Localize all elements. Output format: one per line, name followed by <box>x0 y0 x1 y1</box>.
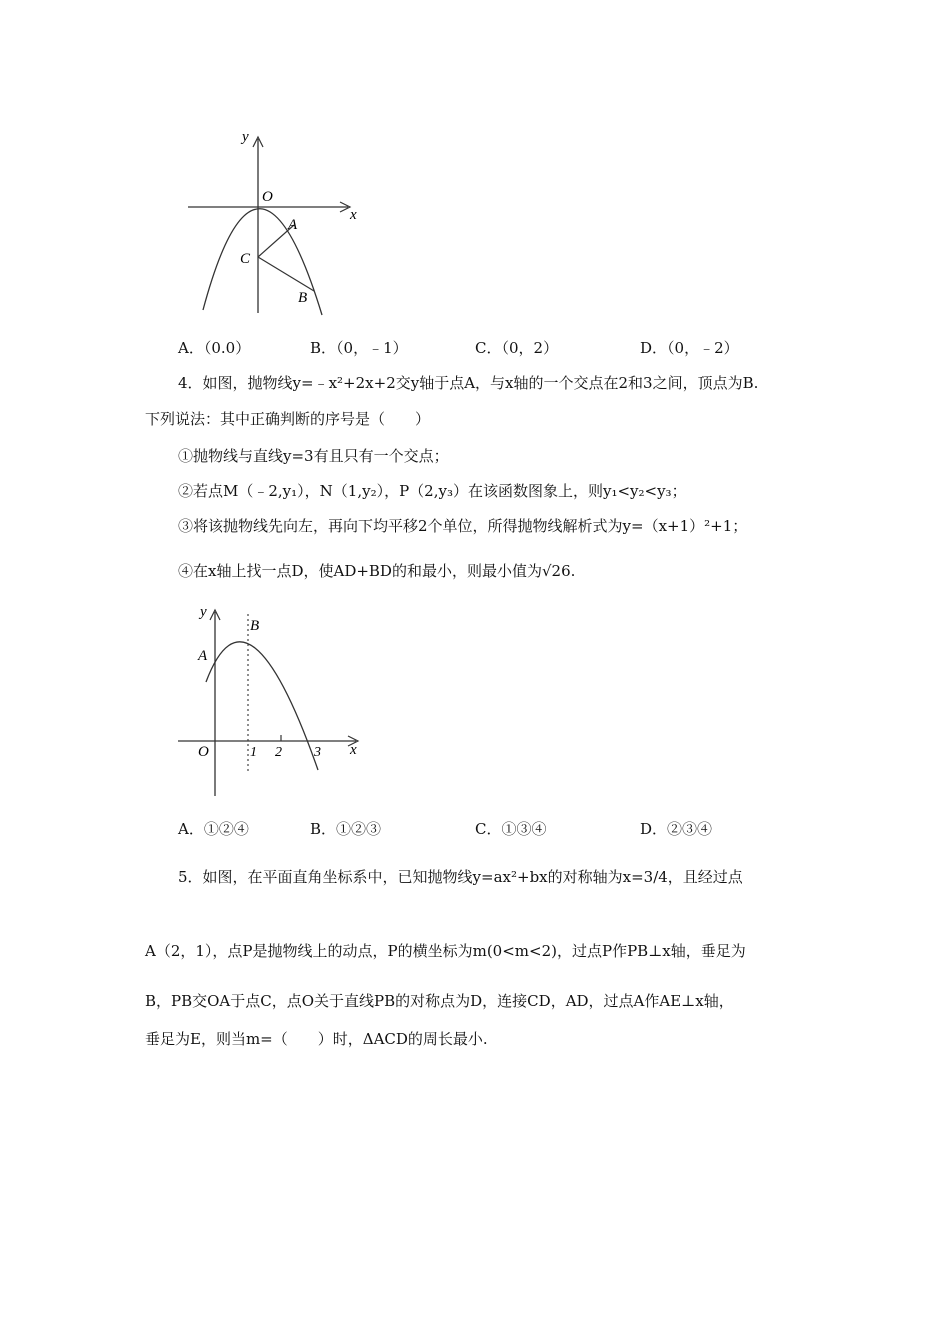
q4-option-a[interactable]: A．①②④ <box>178 820 249 838</box>
q4-option-d[interactable]: D．②③④ <box>640 820 713 838</box>
q4-option-c[interactable]: C．①③④ <box>475 820 547 838</box>
tick-label-2: 2 <box>275 745 282 760</box>
label-x: x <box>350 207 357 223</box>
q4-statement-3: ③将该抛物线先向左，再向下均平移2个单位，所得抛物线解析式为y=（x+1）²+1； <box>178 517 748 535</box>
q5-line3: B，PB交OA于点C，点O关于直线PB的对称点为D，连接CD，AD，过点A作AE⊥x轴， <box>145 992 734 1010</box>
q4-option-b[interactable]: B．①②③ <box>310 820 382 838</box>
q3-option-b[interactable]: B．（0，﹣1） <box>310 339 408 357</box>
label-C: C <box>240 251 251 267</box>
figure-1-parabola <box>180 125 370 320</box>
q3-option-c[interactable]: C．（0，2） <box>475 339 559 357</box>
figure-2-parabola <box>170 600 370 800</box>
label-B: B <box>250 618 260 634</box>
label-O: O <box>262 189 273 205</box>
segment-CB <box>258 257 314 291</box>
label-B: B <box>298 290 308 306</box>
label-A: A <box>198 648 208 664</box>
label-A: A <box>288 217 298 233</box>
label-O: O <box>198 744 209 760</box>
tick-label-3: 3 <box>314 745 321 760</box>
q4-statement-2: ②若点M（﹣2,y₁），N（1,y₂），P（2,y₃）在该函数图象上，则y₁<y₂<y₃； <box>178 482 687 500</box>
label-x: x <box>350 742 357 758</box>
tick-label-1: 1 <box>250 745 257 760</box>
parabola-curve <box>206 642 318 770</box>
label-y: y <box>242 129 249 145</box>
q4-statement-1: ①抛物线与直线y=3有且只有一个交点； <box>178 447 449 465</box>
q5-line2: A（2，1），点P是抛物线上的动点，P的横坐标为m(0<m<2)，过点P作PB⊥x轴，垂足为 <box>145 942 746 960</box>
q3-option-a[interactable]: A．（0.0） <box>178 339 251 357</box>
q5-line4: 垂足为E，则当m=（ ）时，ΔACD的周长最小. <box>145 1030 488 1048</box>
q4-stem-line2: 下列说法：其中正确判断的序号是（ ） <box>145 410 431 428</box>
label-y: y <box>200 604 207 620</box>
q4-stem-line1: 4．如图，抛物线y=﹣x²+2x+2交y轴于点A，与x轴的一个交点在2和3之间，顶点为B. <box>178 374 759 392</box>
q3-option-d[interactable]: D．（0，﹣2） <box>640 339 739 357</box>
q5-line1: 5．如图，在平面直角坐标系中，已知抛物线y=ax²+bx的对称轴为x=3/4，且经过点 <box>178 868 743 886</box>
q4-statement-4: ④在x轴上找一点D，使AD+BD的和最小，则最小值为√26. <box>178 562 576 580</box>
